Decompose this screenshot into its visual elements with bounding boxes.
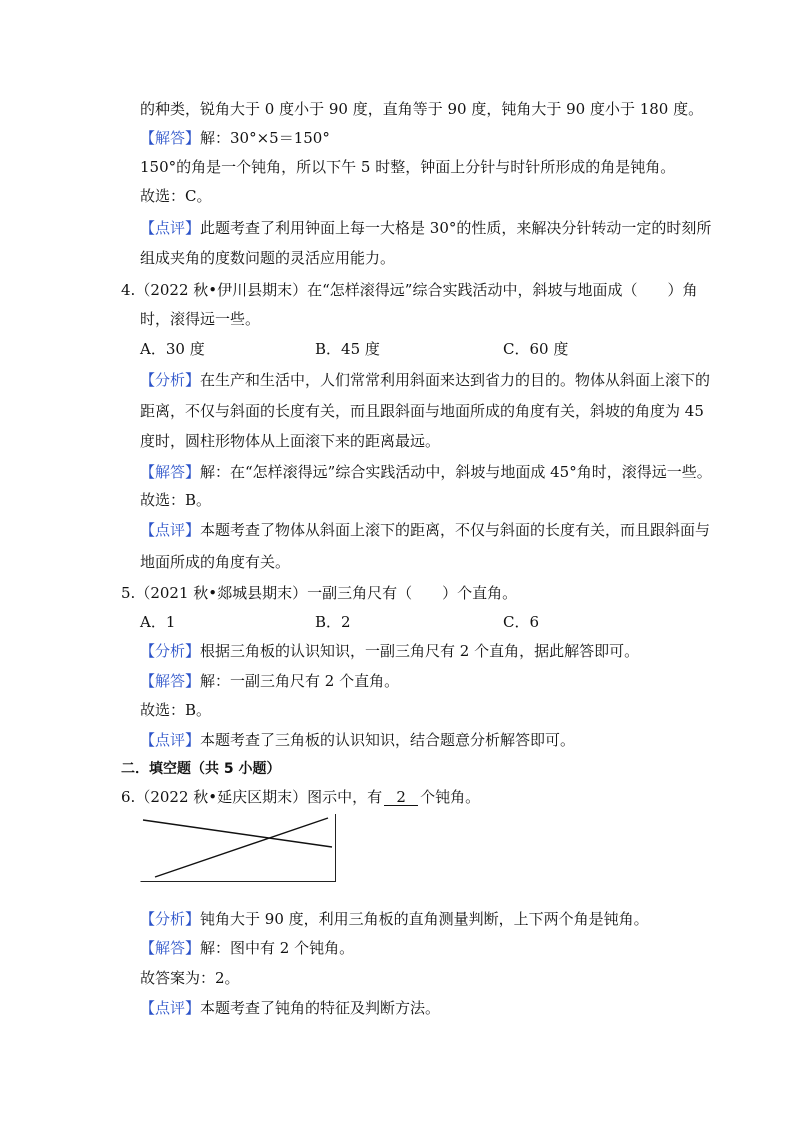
question-4-stem-cont: 时，滚得远一些。	[140, 310, 261, 328]
review-text: 此题考查了利用钟面上每一大格是 30°的性质，来解决分针转动一定的时刻所	[200, 219, 712, 237]
question-stem: （2021 秋•郯城县期末）一副三角尺有（ ）个直角。	[135, 584, 518, 602]
review-line-cont: 地面所成的角度有关。	[140, 553, 291, 571]
figure-line-1	[143, 820, 332, 847]
choice-line: 故选：B。	[140, 701, 212, 719]
option-a: A．30 度	[140, 340, 205, 358]
question-stem: （2022 秋•延庆区期末）图示中，有	[135, 788, 383, 806]
answer-line	[140, 462, 712, 482]
question-number: 5.	[121, 584, 136, 602]
answer-text: 解：在“怎样滚得远”综合实践活动中，斜坡与地面成 45°角时，滚得远一些。	[200, 463, 712, 481]
review-line	[140, 730, 575, 750]
text-line: 150°的角是一个钝角，所以下午 5 时整，钟面上分针与时针所形成的角是钝角。	[140, 158, 676, 176]
intersecting-lines-figure	[140, 814, 336, 882]
answer-text: 解：30°×5＝150°	[200, 129, 330, 147]
review-text: 本题考查了钝角的特征及判断方法。	[200, 999, 441, 1017]
analysis-tag: 【分析】	[140, 642, 201, 660]
question-4-stem	[121, 280, 697, 300]
option-c: C．6	[503, 613, 540, 631]
review-text: 本题考查了三角板的认识知识，结合题意分析解答即可。	[200, 731, 576, 749]
analysis-tag: 【分析】	[140, 371, 201, 389]
analysis-text: 钝角大于 90 度，利用三角板的直角测量判断，上下两个角是钝角。	[200, 910, 649, 928]
option-b: B．45 度	[315, 340, 380, 358]
answer-line	[140, 671, 399, 691]
answer-tag: 【解答】	[140, 463, 201, 481]
analysis-line-cont: 度时，圆柱形物体从上面滚下来的距离最远。	[140, 432, 441, 450]
answer-tag: 【解答】	[140, 672, 201, 690]
answer-tag: 【解答】	[140, 939, 201, 957]
analysis-line	[140, 370, 710, 390]
text-line: 的种类，锐角大于 0 度小于 90 度，直角等于 90 度，钝角大于 90 度小于 180 度。	[140, 100, 704, 118]
review-line	[140, 218, 711, 238]
question-number: 6.	[121, 788, 136, 806]
analysis-line-cont: 距离，不仅与斜面的长度有关，而且跟斜面与地面所成的角度有关，斜坡的角度为 45	[140, 402, 704, 420]
review-tag: 【点评】	[140, 219, 201, 237]
result-line: 故答案为：2。	[140, 969, 240, 987]
question-stem-end: 个钝角。	[420, 788, 481, 806]
choice-line: 故选：C。	[140, 187, 212, 205]
answer-blank: 2	[384, 789, 418, 806]
figure-line-2	[155, 818, 328, 877]
analysis-line	[140, 641, 639, 661]
analysis-tag: 【分析】	[140, 910, 201, 928]
review-tag: 【点评】	[140, 999, 201, 1017]
question-6-stem	[121, 787, 480, 807]
question-5-stem	[121, 583, 517, 603]
review-line	[140, 520, 710, 540]
review-line-cont: 组成夹角的度数问题的灵活应用能力。	[140, 249, 396, 267]
review-tag: 【点评】	[140, 731, 201, 749]
analysis-text: 在生产和生活中，人们常常利用斜面来达到省力的目的。物体从斜面上滚下的	[200, 371, 711, 389]
review-line	[140, 998, 440, 1018]
option-c: C．60 度	[503, 340, 569, 358]
question-number: 4.	[121, 281, 136, 299]
section-heading: 二．填空题（共 5 小题）	[121, 761, 281, 777]
option-b: B．2	[315, 613, 351, 631]
analysis-text: 根据三角板的认识知识，一副三角尺有 2 个直角，据此解答即可。	[200, 642, 640, 660]
choice-line: 故选：B。	[140, 491, 212, 509]
answer-text: 解：一副三角尺有 2 个直角。	[200, 672, 400, 690]
review-text: 本题考查了物体从斜面上滚下的距离，不仅与斜面的长度有关，而且跟斜面与	[200, 521, 711, 539]
answer-tag: 【解答】	[140, 129, 201, 147]
answer-line	[140, 938, 354, 958]
answer-line	[140, 128, 330, 148]
analysis-line	[140, 909, 649, 929]
question-stem: （2022 秋•伊川县期末）在“怎样滚得远”综合实践活动中，斜坡与地面成（ ）角	[135, 281, 698, 299]
review-tag: 【点评】	[140, 521, 201, 539]
option-a: A．1	[140, 613, 176, 631]
answer-text: 解：图中有 2 个钝角。	[200, 939, 355, 957]
